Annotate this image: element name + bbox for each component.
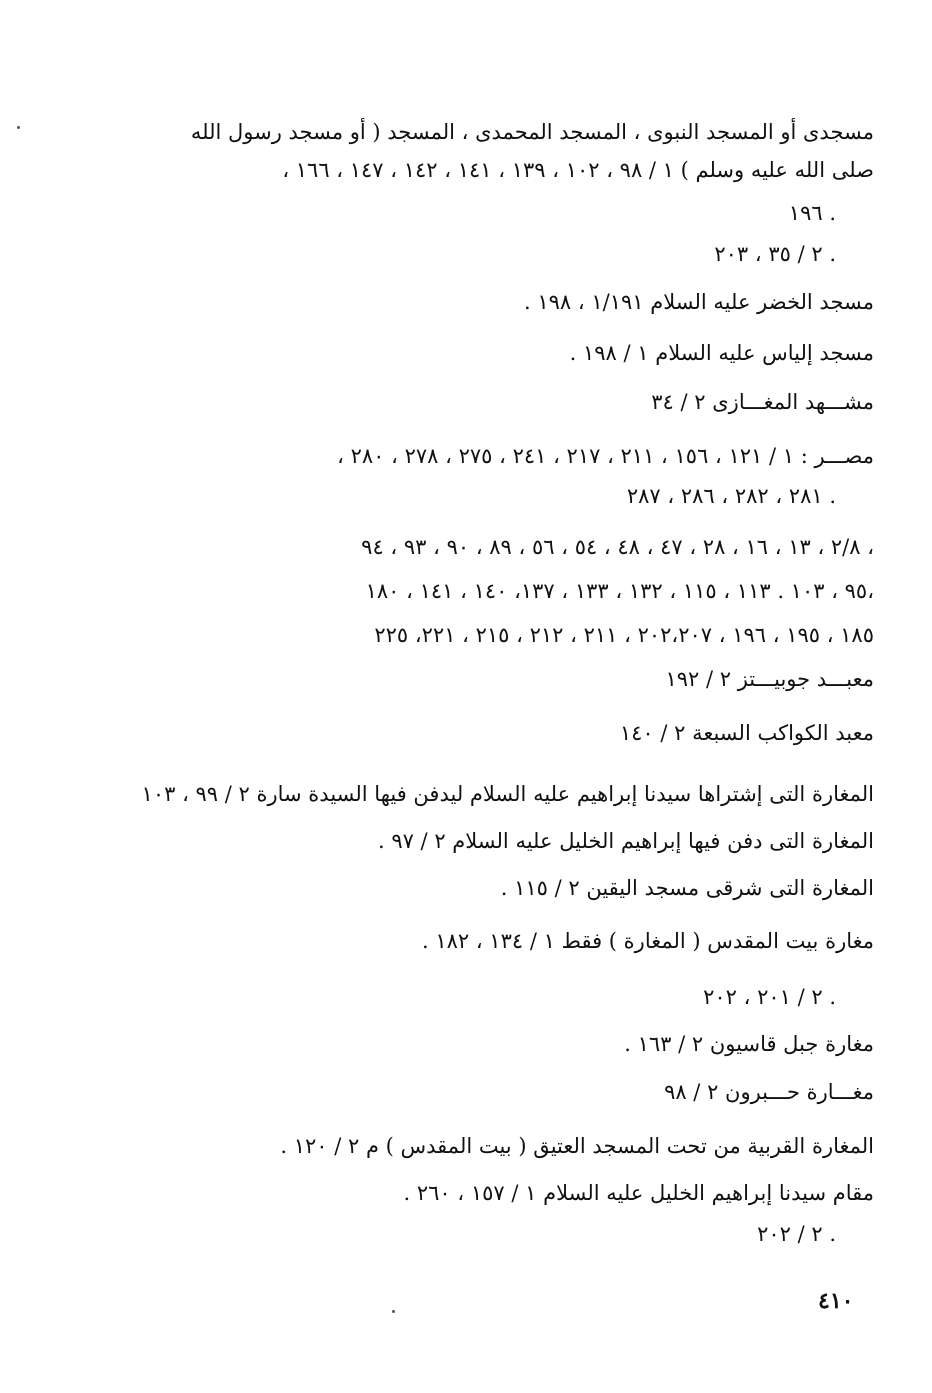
index-entry-masjid-ilyas: مسجد إلياس عليه السلام ١ / ١٩٨ . <box>569 341 874 365</box>
index-entry-masjid-khidr: مسجد الخضر عليه السلام ١/١٩١ ، ١٩٨ . <box>524 290 874 314</box>
index-entry-maghara-sara: المغارة التى إشتراها سيدنا إبراهيم عليه السلام ليدفن فيها السيدة سارة ٢ / ٩٩ ، ١٠٣ <box>141 782 874 806</box>
index-entry-maghara-qasiyun: مغارة جبل قاسيون ٢ / ١٦٣ . <box>624 1032 874 1056</box>
index-entry-maghara-yaqin: المغارة التى شرقى مسجد اليقين ٢ / ١١٥ . <box>500 876 874 900</box>
page-number: ٤١٠ <box>818 1288 854 1314</box>
scan-speck <box>17 126 20 129</box>
index-entry-maghara-bayt-maqdis: مغارة بيت المقدس ( المغارة ) فقط ١ / ١٣٤ ، ١٨٢ . <box>421 929 874 953</box>
index-entry-mabad-kawakib: معبد الكواكب السبعة ٢ / ١٤٠ <box>619 721 874 745</box>
index-entry-maqam-ibrahim-vol2: ٢ / ٢٠٢ . <box>757 1222 836 1246</box>
index-entry-misr-vol2-cont: ٩٥ ، ١٠٣ . ١١٣ ، ١١٥ ، ١٣٢ ، ١٣٣ ، ١٣٧، ١٤٠ ، ١٤١ ، ١٨٠، <box>365 579 874 603</box>
index-entry-misr-cont: ٢٨١ ، ٢٨٢ ، ٢٨٦ ، ٢٨٧ . <box>626 484 836 508</box>
index-entry-masjid-nabawi-cont: صلى الله عليه وسلم ) ١ / ٩٨ ، ١٠٢ ، ١٣٩ ، ١٤١ ، ١٤٢ ، ١٤٧ ، ١٦٦ ، <box>282 158 874 182</box>
index-entry-misr: مصـــر : ١ / ١٢١ ، ١٥٦ ، ٢١١ ، ٢١٧ ، ٢٤١ ، ٢٧٥ ، ٢٧٨ ، ٢٨٠ ، <box>337 444 874 468</box>
index-entry-masjid-nabawi: مسجدى أو المسجد النبوى ، المسجد المحمدى ، المسجد ( أو مسجد رسول الله <box>190 120 874 144</box>
index-entry-misr-vol2-cont2: ١٨٥ ، ١٩٥ ، ١٩٦ ، ٢٠٢،٢٠٧ ، ٢١١ ، ٢١٢ ، ٢١٥ ، ٢٢١، ٢٢٥ <box>374 623 874 647</box>
index-entry-maqam-ibrahim: مقام سيدنا إبراهيم الخليل عليه السلام ١ / ١٥٧ ، ٢٦٠ . <box>403 1181 874 1205</box>
index-entry-mabad-jupiter: معبـــد جوبيـــتز ٢ / ١٩٢ <box>665 667 874 691</box>
index-entry-maghara-qariba: المغارة القربية من تحت المسجد العتيق ( بيت المقدس ) م ٢ / ١٢٠ . <box>280 1134 874 1158</box>
index-entry-masjid-nabawi-vol2: ٢ / ٣٥ ، ٢٠٣ . <box>714 242 836 266</box>
index-entry-masjid-nabawi-cont2: ١٩٦ . <box>788 201 836 225</box>
index-entry-maghara-ibrahim: المغارة التى دفن فيها إبراهيم الخليل عليه السلام ٢ / ٩٧ . <box>377 829 874 853</box>
index-entry-misr-vol2: ٢/٨ ، ١٣ ، ١٦ ، ٢٨ ، ٤٧ ، ٤٨ ، ٥٤ ، ٥٦ ، ٨٩ ، ٩٠ ، ٩٣ ، ٩٤ ، <box>361 535 874 559</box>
index-entry-maghara-hebron: مغـــارة حـــبرون ٢ / ٩٨ <box>664 1080 874 1104</box>
scan-speck <box>392 1310 395 1313</box>
index-entry-mashhad-maghazi: مشـــهد المغـــازى ٢ / ٣٤ <box>651 390 874 414</box>
index-entry-maghara-bayt-maqdis-vol2: ٢ / ٢٠١ ، ٢٠٢ . <box>703 985 836 1009</box>
